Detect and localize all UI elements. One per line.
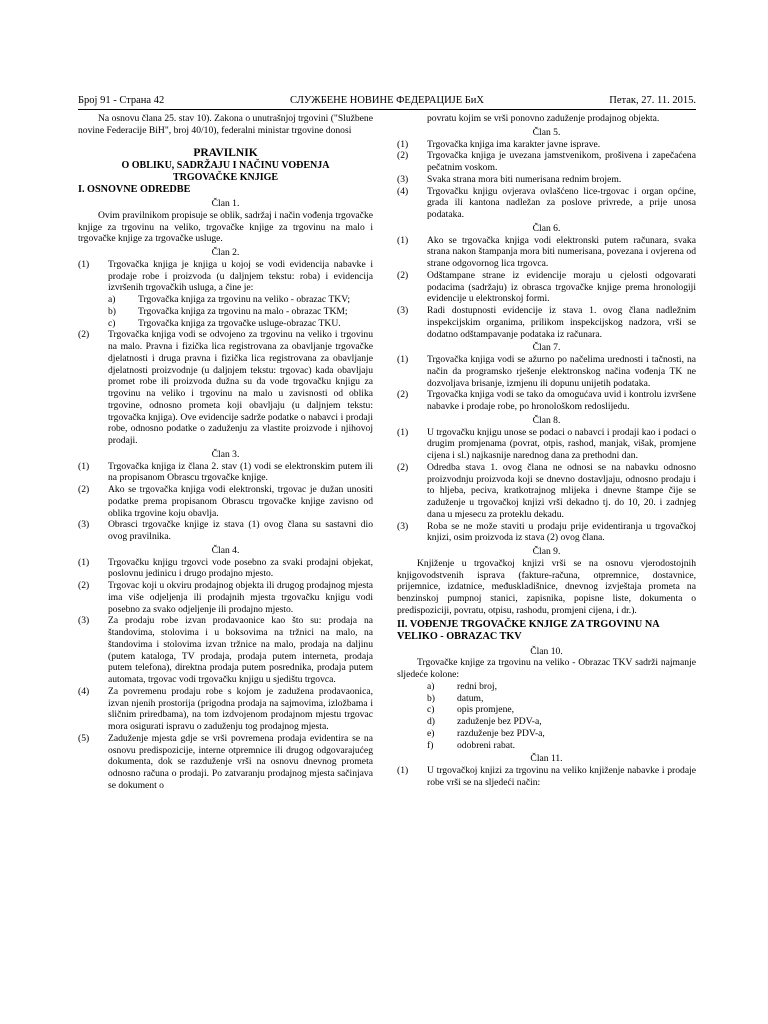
item-number: (1): [397, 354, 409, 365]
list-item: [427, 716, 696, 728]
item-text: Svaka strana mora biti numerisana rednim brojem.: [427, 173, 622, 185]
item-text: U trgovačkoj knjizi za trgovinu na veliko knjiženje nabavke i prodaje robe vrši se na sljedeći način:: [427, 765, 696, 788]
item-text: Trgovačka knjiga je uvezana jamstvenikom, prošivena i zapečaćena pečatnim voskom.: [427, 150, 696, 173]
item-number: (1): [397, 426, 409, 438]
document-subtitle: TRGOVAČKE KNJIGE: [172, 171, 279, 183]
item-text: Roba se ne može staviti u prodaju prije evidentiranja u trgovačkoj knjizi, osim proizvoda iz stava (2) ovog člana.: [427, 520, 696, 544]
list-letter: d): [427, 716, 435, 727]
article-item: [78, 484, 373, 519]
article-heading: Član 8.: [532, 414, 561, 426]
list-text: razduženje bez PDV-a,: [457, 727, 545, 739]
article-item: [78, 461, 373, 485]
article-item: [78, 329, 373, 447]
article-item: [397, 462, 696, 521]
article-heading: Član 11.: [530, 753, 563, 765]
intro-paragraph: Na osnovu člana 25. stav 10). Zakona o unutrašnjoj trgovini ("Službene novine Federacije BiH", broj 40/10), federalni ministar trgovine donosi: [78, 113, 373, 136]
article-item: [397, 765, 696, 789]
item-number: (2): [397, 389, 409, 401]
item-text: Trgovačka knjiga je knjiga u kojoj se vodi evidencija nabavke i prodaje robe i proizvoda (u daljnjem tekstu: roba) i evidencija izvršenih trgovačkih usluga, a čine je:: [108, 258, 373, 294]
item-text: Trgovačka knjiga iz člana 2. stav (1) vodi se elektronskim putem ili na propisanom Obrascu trgovačke knjige.: [108, 460, 373, 484]
item-text: Trgovačka knjiga vodi se tako da omogućava uvid i kontrolu izvršene nabavke i prodaje robe, po hronološkom redoslijedu.: [427, 389, 696, 412]
article-heading: Član 10.: [530, 645, 563, 657]
article-heading: Član 6.: [532, 222, 561, 234]
column-list: [397, 681, 696, 752]
item-number: (3): [397, 305, 409, 316]
item-number: (1): [78, 556, 90, 568]
list-text: zaduženje bez PDV-a,: [457, 716, 542, 727]
page-header: [78, 94, 696, 108]
item-text: Ako se trgovačka knjiga vodi elektronski putem računara, svaka strana nakon štampanja mora biti numerisana, povezana i ovjerena od strane odgovornog lica trgovca.: [427, 234, 696, 269]
item-number: (3): [78, 615, 90, 627]
article-item: [78, 733, 373, 792]
article-item: [397, 174, 696, 186]
item-number: (4): [397, 185, 409, 197]
item-number: (2): [78, 580, 90, 591]
list-text: redni broj,: [457, 680, 497, 692]
article-item: [397, 270, 696, 305]
list-text: odobreni rabat.: [457, 739, 516, 751]
sub-item-letter: b): [108, 305, 116, 317]
item-text: Trgovačku knjigu trgovci vode posebno za svaki prodajni objekat, poslovnu jedinicu i drugo prodajno mjesto.: [108, 556, 373, 580]
sub-item-letter: a): [108, 294, 116, 305]
item-number: (1): [78, 460, 90, 472]
article-heading: Član 4.: [211, 544, 240, 556]
item-text: Odredba stava 1. ovog člana ne odnosi se na nabavku odnosno proizvodnju proizvoda koji se dnevno dostavljaju, odnosno prodaju i to hljeba, peciva, kratkotrajnog mlijeka i dnevne štampe čije se zaduženje u trgovačkoj knjizi vrši dekadno tj. do 10, 20. i zadnjeg dana u mjesecu za proteklu dekadu.: [427, 461, 696, 520]
article-item: [397, 305, 696, 340]
item-number: (3): [78, 519, 90, 531]
item-text: Za prodaju robe izvan prodavaonice kao što su: prodaja na štandovima, stolovima i u boksovima na tržnici na malo, na štandovima i stolovima izvan tržnice na malo, prodaja na daljinu (putem kataloga, TV prodaja, prodaja putem interneta, prodaja putem telefona), direktna prodaja putem posrednika, prodaja putem automata, trgovac vodi trgovačku knjigu u sjedištu trgovca.: [108, 615, 373, 685]
list-text: opis promjene,: [457, 704, 515, 716]
item-number: (2): [78, 329, 90, 341]
article-item: [397, 427, 696, 462]
sub-list: [78, 294, 373, 329]
item-number: (2): [78, 484, 90, 495]
item-number: (2): [397, 150, 409, 162]
item-text: Odštampane strane iz evidencije moraju u cjelosti odgovarati podacima (sadržaju) iz obrasca trgovačke knjige prema hronologiji evidencije u elektronskoj formi.: [427, 269, 696, 305]
document-title: PRAVILNIK: [193, 146, 258, 159]
sub-item-letter: c): [108, 317, 116, 329]
item-text: Za povremenu prodaju robe s kojom je zadužena prodavaonica, izvan njenih prostorija (prigodna prodaja na sajmovima, izložbama i sličnim priredbama), na tom izdvojenom prodajnom mjestu trgovac mora osigurati ispravu o zaduženju tog prodajnog mjesta.: [108, 685, 373, 732]
article-paragraph: Trgovačke knjige za trgovinu na veliko - Obrazac TKV sadrži najmanje sljedeće kolone:: [397, 657, 696, 680]
item-text: Trgovačku knjigu ovjerava ovlašćeno lice-trgovac i organ općine, grada ili kantona nadležan za poslove privrede, a prije unosa podataka.: [427, 185, 696, 220]
sub-item-text: Trgovačka knjiga za trgovačke usluge-obrazac TKU.: [138, 317, 341, 329]
sub-item: [108, 306, 373, 318]
list-letter: f): [427, 739, 434, 751]
article-item: [78, 519, 373, 543]
article-paragraph: Ovim pravilnikom propisuje se oblik, sadržaj i način vođenja trgovačke knjige za trgovinu na veliko, trgovačke knjige za trgovinu na malo i trgovačke knjige za trgovačke usluge.: [78, 209, 373, 245]
item-number: (2): [397, 269, 409, 281]
item-number: (1): [397, 234, 409, 246]
article-item: [397, 186, 696, 221]
item-number: (1): [397, 138, 409, 150]
document-subtitle: O OBLIKU, SADRŽAJU I NAČINU VOĐENJA: [121, 159, 330, 171]
list-letter: e): [427, 727, 435, 739]
sub-item: [108, 294, 373, 306]
issue-date: Петак, 27. 11. 2015.: [609, 95, 696, 106]
item-number: (5): [78, 732, 90, 744]
sub-item-text: Trgovačka knjiga za trgovinu na malo - obrazac TKM;: [138, 305, 348, 317]
item-number: (1): [397, 765, 409, 776]
article-item: [78, 615, 373, 686]
item-text: Trgovačka knjiga ima karakter javne isprave.: [427, 138, 601, 150]
continued-paragraph: povratu kojim se vrši ponovno zaduženje prodajnog objekta.: [427, 113, 660, 124]
article-heading: Član 3.: [211, 448, 240, 460]
list-item: [427, 728, 696, 740]
article-heading: Član 5.: [532, 126, 561, 138]
article-item: [78, 557, 373, 581]
article-item: [78, 686, 373, 733]
item-number: (3): [397, 520, 409, 532]
item-text: Trgovačka knjiga vodi se odvojeno za trgovinu na veliko i trgovinu na malo. Pravna i fizička lica registrovana za obavljanje trgovačke djelatnosti i druga pravna i fizička lica registrovana za obavljanje djelatnosti proizvodnje (u daljnjem tekstu: trgovac) kada obavljaju promet robe ili proizvoda dužna su da vode trgovačku knjigu za trgovinu na veliko i trgovinu na malo u zavisnosti od oblika trgovine, odnosno prometa koji obavljaju (u daljnjem tekstu: trgovačka knjiga). Ove evidencije sadrže podatke o nabavci i prodaji robe, odnosno podatke o zaduženju za vlastite proizvode i njihovoj prodaji.: [108, 329, 373, 446]
article-heading: Član 7.: [532, 342, 561, 354]
sub-item-text: Trgovačka knjiga za trgovinu na veliko - obrazac TKV;: [138, 294, 351, 305]
issue-page-number: Број 91 - Страна 42: [78, 95, 165, 106]
header-rule: [78, 109, 696, 110]
article-item: [397, 139, 696, 151]
item-text: Trgovačka knjiga vodi se ažurno po načelima urednosti i tačnosti, na način da programsko rješenje elektronskog načina vođenja TK ne dozvoljava brisanje, izmjenu ili dopunu unijetih podataka.: [427, 354, 696, 389]
article-heading: Član 2.: [211, 247, 240, 258]
gazette-title: СЛУЖБЕНЕ НОВИНЕ ФЕДЕРАЦИЈЕ БиХ: [289, 95, 485, 106]
item-text: Ako se trgovačka knjiga vodi elektronski, trgovac je dužan unositi podatke prema propisanom Obrascu trgovačke knjige zavisno od oblika trgovine koju obavlja.: [108, 484, 373, 519]
list-item: [427, 704, 696, 716]
article-item: [397, 521, 696, 545]
list-text: datum,: [457, 692, 484, 704]
item-text: Radi dostupnosti evidencije iz stava 1. ovog člana nadležnim inspekcijskim organima, prilikom inspekcijskog nadzora, vrši se dodatno odštampavanje podataka iz računara.: [427, 305, 696, 340]
item-text: Zaduženje mjesta gdje se vrši povremena prodaja evidentira se na osnovu predispozicije, interne otpremnice ili drugog odgovarajućeg dokumenta, dok se razduženje vrši na osnovu dnevnog prometa odnosno računa o prodaji. Po zatvaranju prodajnog mjesta sačinjava se dokument o: [108, 732, 373, 791]
article-item: [78, 259, 373, 294]
list-item: [427, 681, 696, 693]
section-heading: I. OSNOVNE ODREDBE: [78, 183, 191, 195]
list-item: [427, 740, 696, 752]
item-text: Obrasci trgovačke knjige iz stava (1) ovog člana su sastavni dio ovog pravilnika.: [108, 519, 373, 542]
section-heading: II. VOĐENJE TRGOVAČKE KNJIGE ZA TRGOVINU NA VELIKO - OBRAZAC TKV: [397, 618, 659, 642]
item-number: (1): [78, 258, 90, 270]
item-number: (4): [78, 685, 90, 697]
right-column: [397, 113, 696, 789]
article-heading: Član 9.: [532, 546, 561, 557]
article-item: [397, 150, 696, 174]
article-heading: Član 1.: [211, 198, 240, 209]
list-item: [427, 693, 696, 705]
article-item: [397, 235, 696, 270]
article-item: [78, 580, 373, 615]
item-number: (2): [397, 461, 409, 473]
sub-item: [108, 318, 373, 330]
item-text: U trgovačku knjigu unose se podaci o nabavci i prodaji kao i podaci o drugim promjenama (povrat, otpis, rashod, manjak, višak, promjene cijena i sl.) najkasnije narednog dana za prethodni dan.: [427, 426, 696, 461]
list-letter: b): [427, 692, 435, 704]
article-item: [397, 354, 696, 389]
item-text: Trgovac koji u okviru prodajnog objekta ili drugog prodajnog mjesta ima više odjeljenja ili prodajnih mjesta trgovačku knjigu vodi posebno za svako odjeljenje ili prodajno mjesto.: [108, 580, 373, 615]
article-paragraph: Knjiženje u trgovačkoj knjizi vrši se na osnovu vjerodostojnih knjigovodstvenih isprava (fakture-računa, otpremnice, dostavnice, prijemnice, izdatnice, međuskladišnice, dnevnog izvještaja prometa na benzinskoj pumpnoj stanici, zapisnika, popisne liste, dokumenta o predispoziciji, povratu, otpisu, rashodu, promjeni cijena, i dr.).: [397, 557, 696, 616]
list-letter: c): [427, 704, 435, 716]
item-number: (3): [397, 173, 409, 185]
article-item: [397, 389, 696, 413]
left-column: [78, 113, 373, 792]
list-letter: a): [427, 680, 435, 692]
